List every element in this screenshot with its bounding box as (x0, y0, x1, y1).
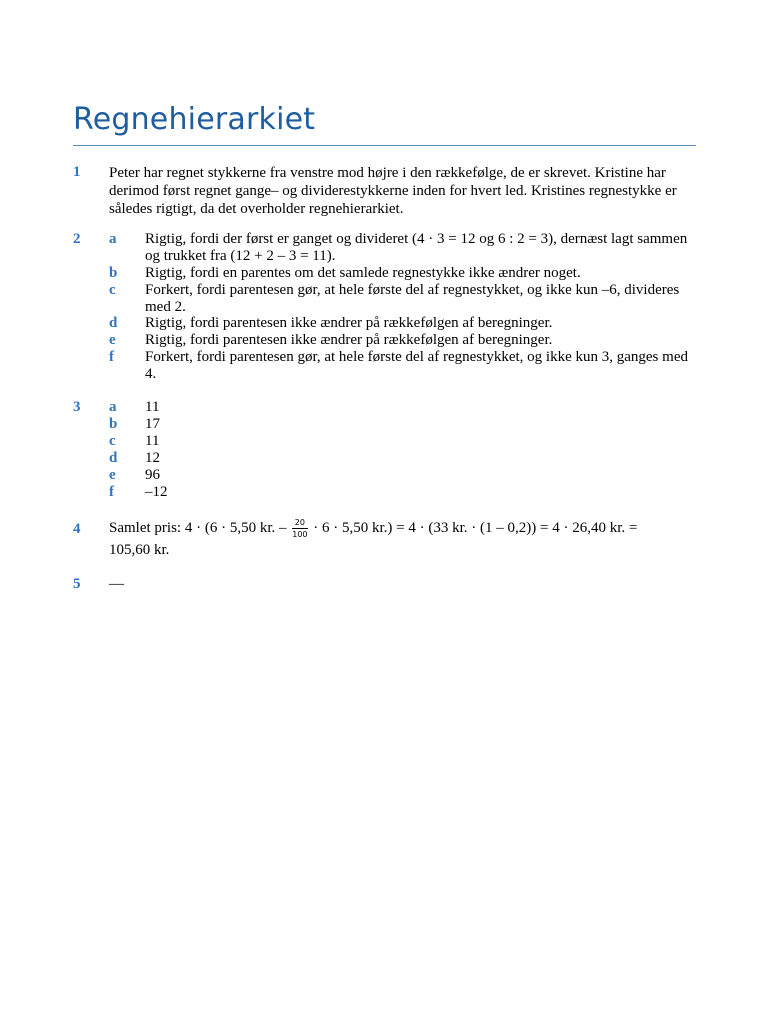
answer-2c-text: Forkert, fordi parentesen gør, at hele første del af regnestykket, og ikke kun –6, divideres med 2. (145, 282, 680, 315)
answer-3c-letter: c (109, 433, 116, 449)
question-number-4: 4 (73, 521, 81, 537)
answer-3e-text: 96 (145, 467, 160, 483)
answer-2d-letter: d (109, 315, 118, 331)
answer-3b-letter: b (109, 416, 118, 432)
answer-2c-letter: c (109, 282, 116, 298)
fraction-denominator: 100 (292, 529, 308, 539)
answer-1-text: Peter har regnet stykkerne fra venstre mod højre i den rækkefølge, de er skrevet. Kristine har derimod først regnet gange– og dividerestykkerne inden for hvert led. Kristines regnestykke er således rigtigt, da det overholder regnehierarkiet. (109, 165, 677, 217)
answer-5-text: — (109, 576, 124, 592)
fraction (292, 518, 307, 540)
answer-2e-letter: e (109, 332, 116, 348)
page-title: Regnehierarkiet (73, 102, 316, 137)
answer-4-text-before: Samlet pris: 4 · (6 · 5,50 kr. – (109, 520, 287, 536)
answer-2a-text: Rigtig, fordi der først er ganget og divideret (4 · 3 = 12 og 6 : 2 = 3), dernæst lagt sammen og trukket fra (12 + 2 – 3 = 11). (145, 231, 688, 264)
title-underline (73, 145, 696, 146)
answer-3d-letter: d (109, 450, 118, 466)
answer-3d-text: 12 (145, 450, 160, 466)
answer-3a-text: 11 (145, 399, 160, 415)
answer-2a-letter: a (109, 231, 117, 247)
question-number-2: 2 (73, 231, 81, 247)
answer-2b-letter: b (109, 265, 118, 281)
fraction-numerator: 20 (294, 517, 305, 527)
question-number-3: 3 (73, 399, 81, 415)
answer-3c-text: 11 (145, 433, 160, 449)
answer-3e-letter: e (109, 467, 116, 483)
question-number-1: 1 (73, 164, 81, 180)
answer-4-text-after: · 6 · 5,50 kr.) = 4 · (33 kr. · (1 – 0,2)) = 4 · 26,40 kr. = (313, 520, 638, 536)
answer-2e-text: Rigtig, fordi parentesen ikke ændrer på rækkefølgen af beregninger. (145, 332, 553, 348)
answer-2f-letter: f (109, 349, 114, 365)
answer-4-line-2: 105,60 kr. (109, 542, 170, 558)
answer-2f-text: Forkert, fordi parentesen gør, at hele første del af regnestykket, og ikke kun 3, ganges med 4. (145, 349, 688, 382)
question-number-5: 5 (73, 576, 81, 592)
answer-3f-text: –12 (145, 484, 168, 500)
answer-2b-text: Rigtig, fordi en parentes om det samlede regnestykke ikke ændrer noget. (145, 265, 581, 281)
answer-3b-text: 17 (145, 416, 160, 432)
answer-2d-text: Rigtig, fordi parentesen ikke ændrer på rækkefølgen af beregninger. (145, 315, 553, 331)
answer-3f-letter: f (109, 484, 114, 500)
answer-3a-letter: a (109, 399, 117, 415)
answer-4-formula (109, 514, 697, 542)
